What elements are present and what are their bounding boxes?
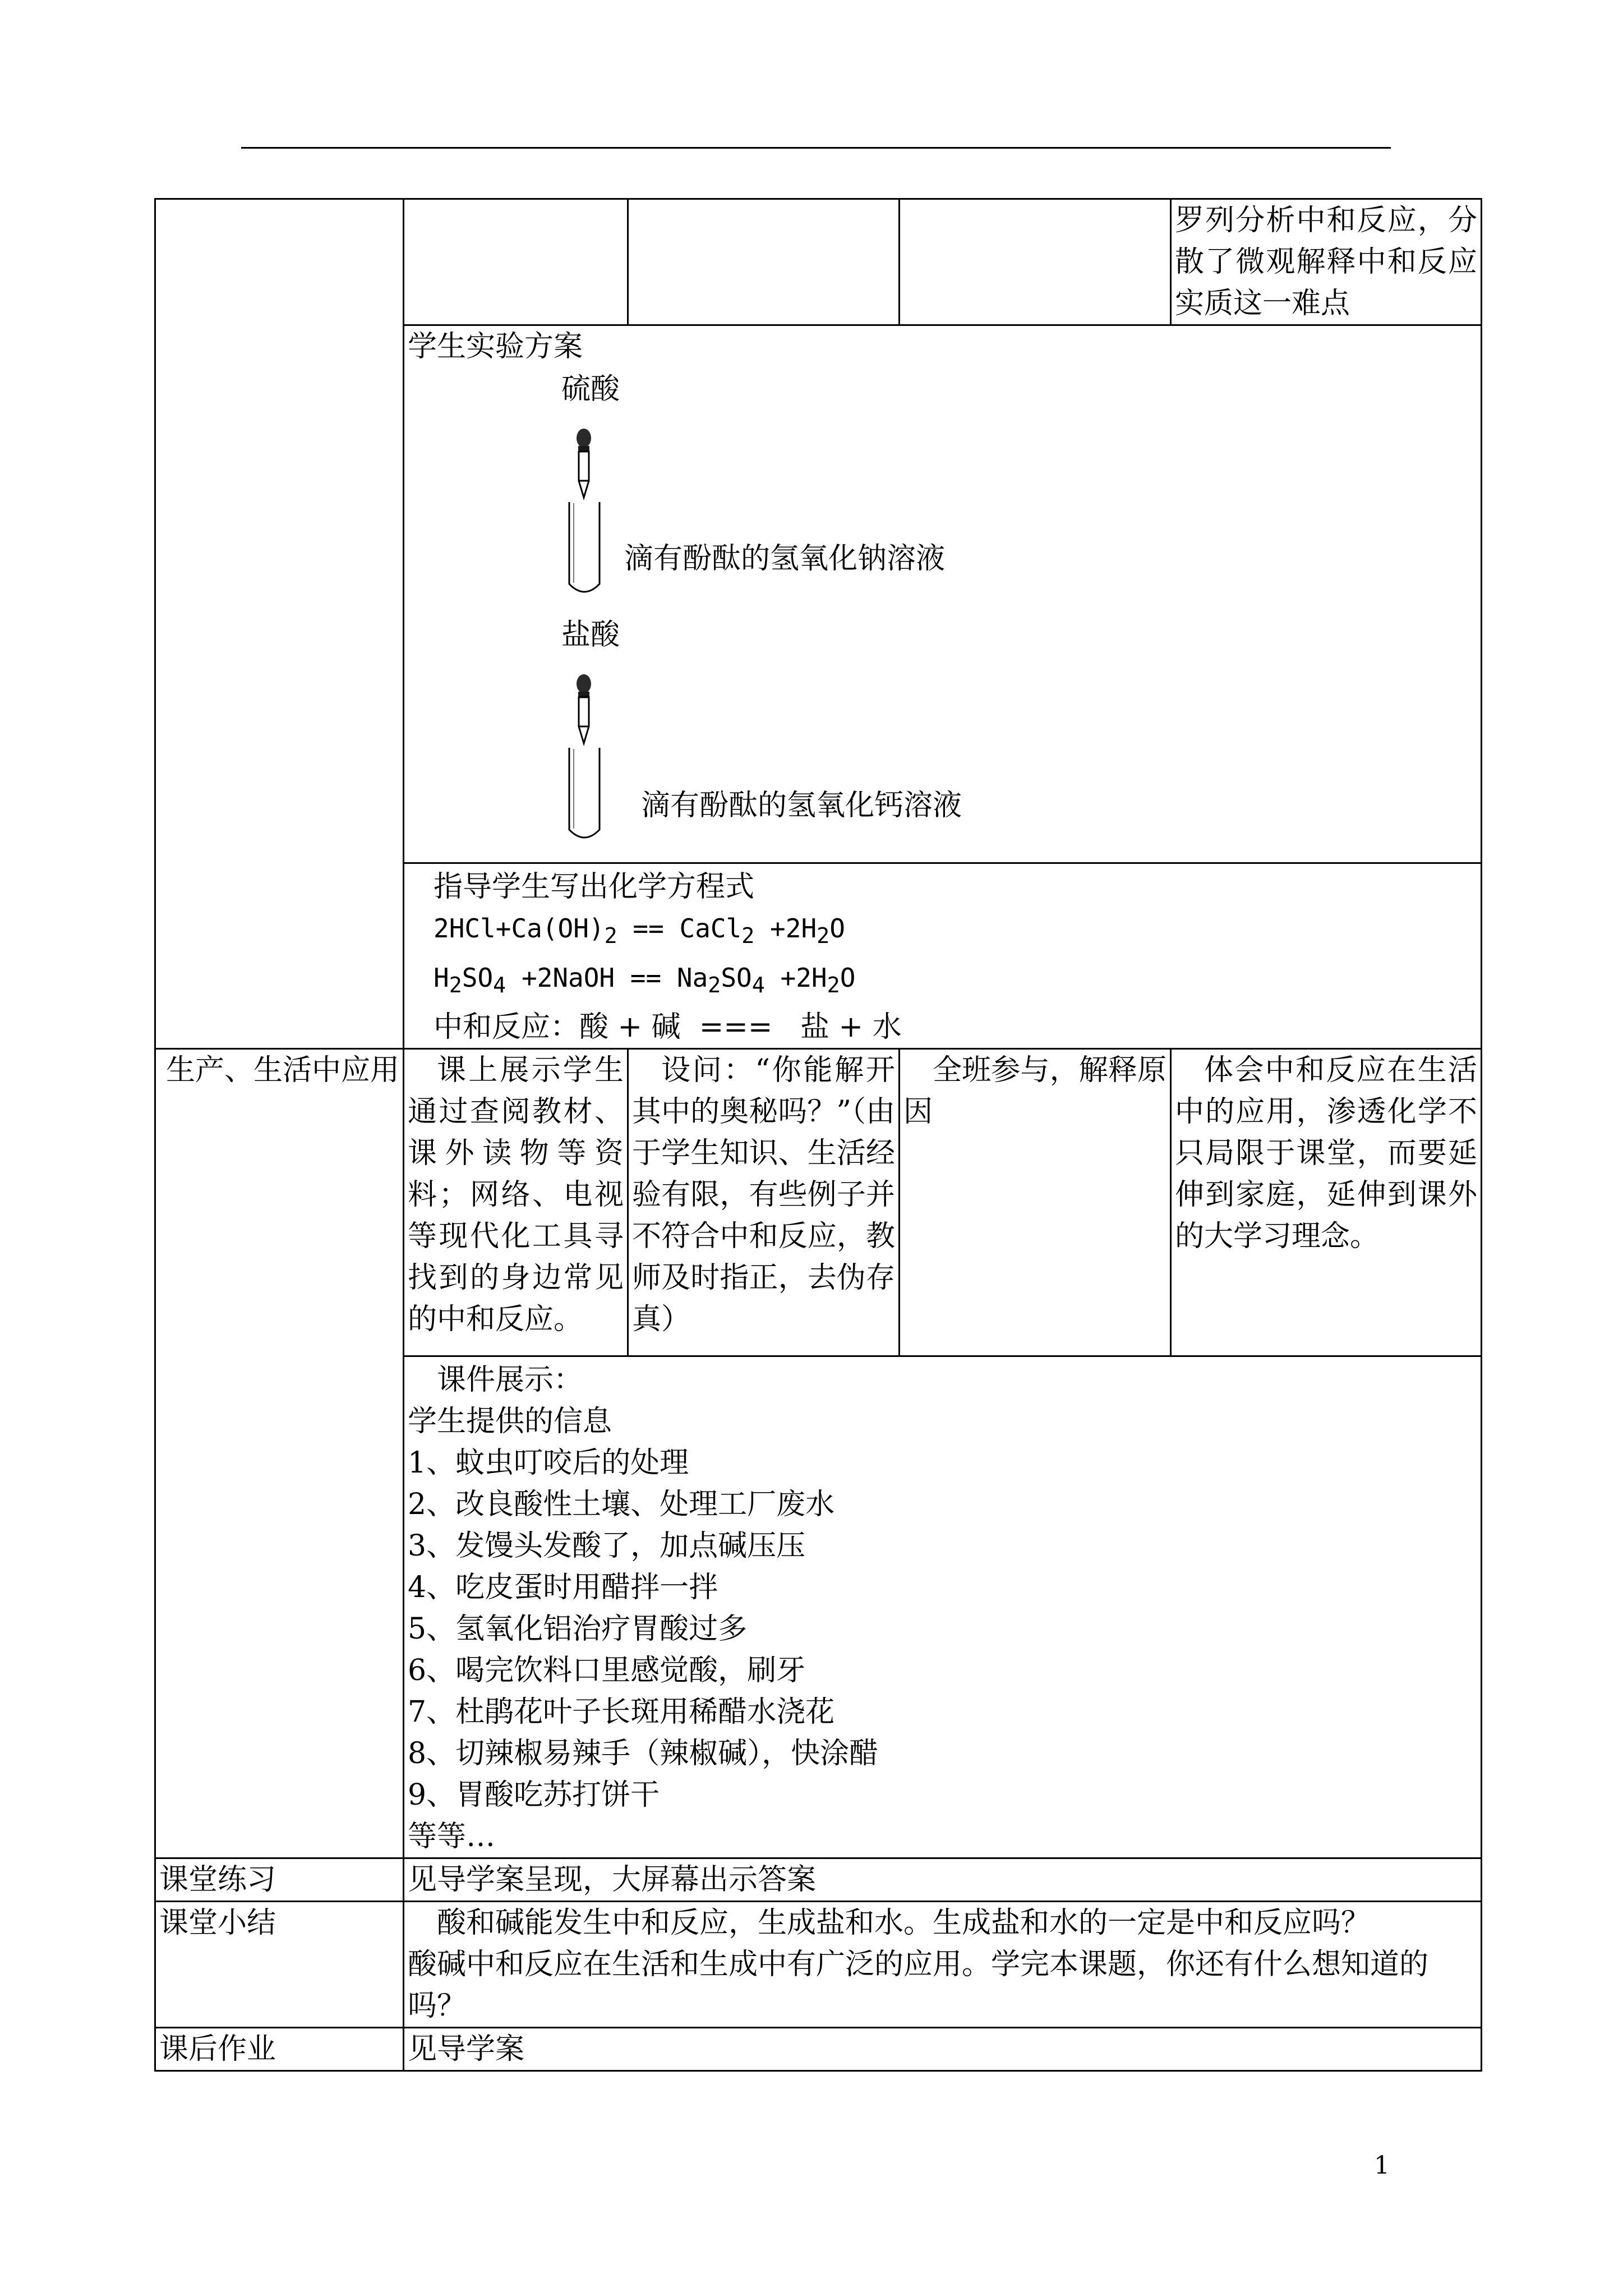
neutralization-summary: 中和反应：酸 + 碱 === 盐 + 水 — [434, 1010, 902, 1045]
application-teacher-activity: 设问：“你能解开其中的奥秘吗？”（由于学生知识、生活经验有限，有些例子并不符合中和反应，教师及时指正，去伪存真） — [628, 1049, 900, 1356]
test-tube-icon — [566, 746, 603, 846]
solution-label-caoh2: 滴有酚酞的氢氧化钙溶液 — [641, 789, 962, 822]
list-item: 8、切辣椒易辣手（辣椒碱），快涂醋 — [408, 1737, 879, 1771]
list-item: 1、蚊虫叮咬后的处理 — [408, 1446, 689, 1480]
experiment-cell — [404, 325, 1482, 863]
header-rule — [241, 147, 1391, 149]
label-cell-summary: 课堂小结 — [155, 1902, 404, 2028]
list-item: 5、氢氧化铝治疗胃酸过多 — [408, 1612, 748, 1646]
summary-line-2: 酸碱中和反应在生活和生成中有广泛的应用。学完本课题，你还有什么想知道的吗？ — [408, 1948, 1429, 2023]
reagent-label-sulfuric-acid: 硫酸 — [561, 372, 620, 406]
table-row-homework — [155, 2028, 1482, 2071]
equations-intro: 指导学生写出化学方程式 — [434, 870, 755, 904]
reagent-label-hydrochloric-acid: 盐酸 — [561, 618, 620, 652]
homework-content: 见导学案 — [404, 2028, 1482, 2071]
equation-h2so4-naoh: $H_2SO_4$ +2NaOH == $Na_2SO_4 +2H_2O$ — [434, 963, 856, 999]
list-item: 2、改良酸性土壤、处理工厂废水 — [408, 1488, 835, 1522]
list-item: 6、喝完饮料口里感觉酸，刷牙 — [408, 1654, 806, 1688]
table-row-exercise — [155, 1858, 1482, 1902]
list-item: 9、胃酸吃苏打饼干 — [408, 1778, 660, 1812]
test-tube-icon — [566, 500, 603, 601]
table-row-application — [155, 1049, 1482, 1356]
list-item: 等等… — [408, 1820, 496, 1854]
lesson-plan-table — [154, 198, 1482, 2072]
equation-hcl-caoh2: $2HCl+Ca(OH)_2$ == CaCl$_2$ $+2H_2O$ — [434, 913, 845, 949]
courseware-cell — [404, 1356, 1482, 1858]
label-cell-exercise: 课堂练习 — [155, 1858, 404, 1902]
label-cell-application: 生产、生活中应用 — [155, 1049, 404, 1858]
application-student-activity: 课上展示学生通过查阅教材、课外读物等资料；网络、电视等现代化工具寻找到的身边常见的中和反应。 — [404, 1049, 628, 1356]
list-item: 4、吃皮蛋时用醋拌一拌 — [408, 1571, 718, 1605]
equations-cell — [404, 863, 1482, 1049]
courseware-subheading: 学生提供的信息 — [408, 1405, 612, 1439]
design-intent-cell: 罗列分析中和反应，分散了微观解释中和反应实质这一难点 — [1171, 199, 1482, 325]
table-row-summary — [155, 1902, 1482, 2028]
list-item: 7、杜鹃花叶子长斑用稀醋水浇花 — [408, 1695, 835, 1729]
empty-cell — [900, 199, 1171, 325]
experiment-title: 学生实验方案 — [408, 330, 583, 364]
summary-content — [404, 1902, 1482, 2028]
list-item: 3、发馒头发酸了，加点碱压压 — [408, 1529, 806, 1563]
application-design-intent: 体会中和反应在生活中的应用，渗透化学不只局限于课堂，而要延伸到家庭，延伸到课外的大学习理念。 — [1171, 1049, 1482, 1356]
label-cell-empty — [155, 199, 404, 1049]
page-number: 1 — [1374, 2151, 1390, 2180]
summary-line-1: 酸和碱能发生中和反应，生成盐和水。生成盐和水的一定是中和反应吗？ — [437, 1906, 1371, 1940]
courseware-heading: 课件展示： — [437, 1363, 583, 1397]
table-row-continued — [155, 199, 1482, 325]
exercise-content: 见导学案呈现，大屏幕出示答案 — [404, 1858, 1482, 1902]
empty-cell — [628, 199, 900, 325]
solution-label-naoh: 滴有酚酞的氢氧化钠溶液 — [624, 542, 946, 576]
application-class-activity: 全班参与，解释原因 — [900, 1049, 1171, 1356]
empty-cell — [404, 199, 628, 325]
label-cell-homework: 课后作业 — [155, 2028, 404, 2071]
